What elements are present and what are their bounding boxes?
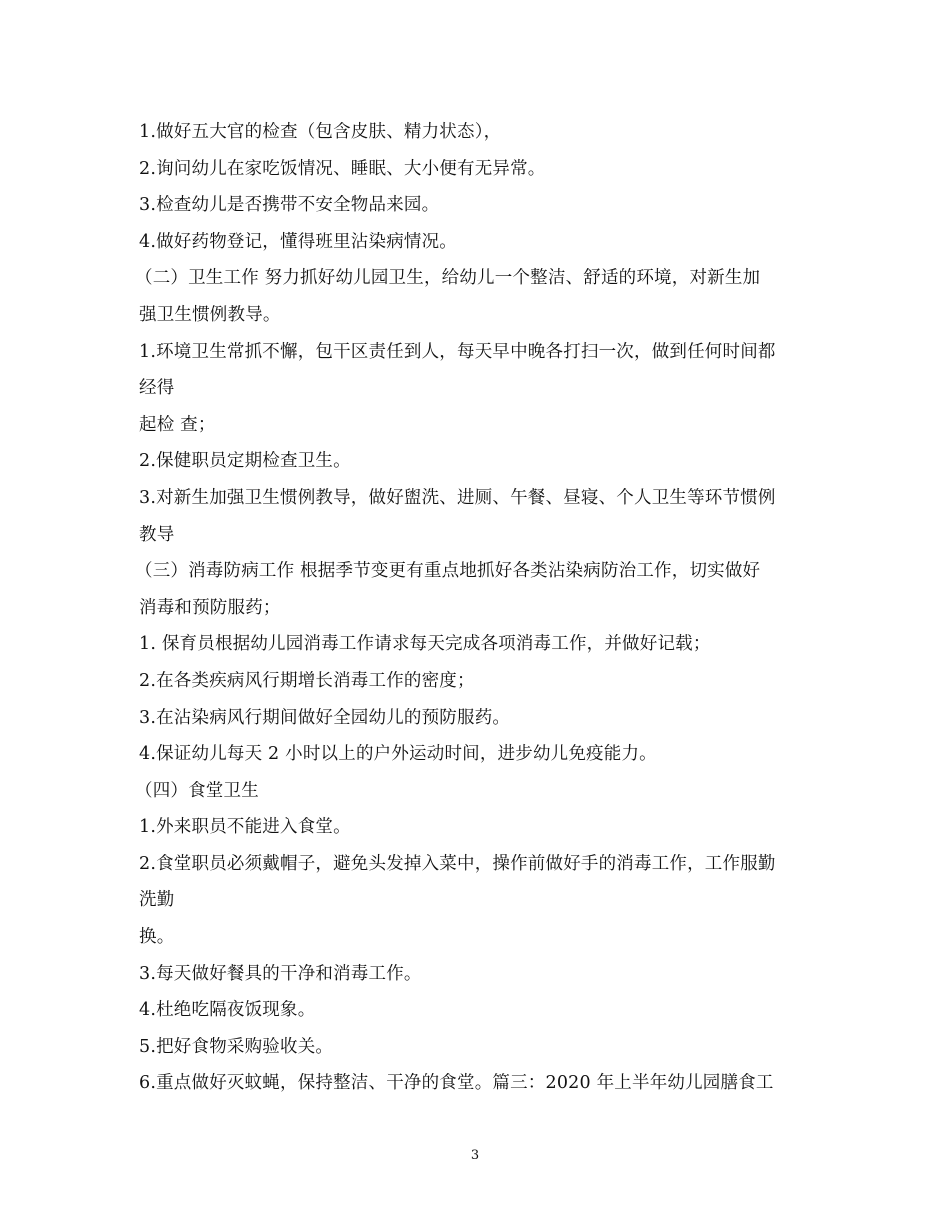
- text-line: 1.外来职员不能进入食堂。: [139, 817, 351, 838]
- text-line: 洗勤: [139, 890, 175, 911]
- text-line: 3.每天做好餐具的干净和消毒工作。: [139, 963, 422, 984]
- text-line: 6.重点做好灭蚊蝇，保持整洁、干净的食堂。篇三：2020 年上半年幼儿园膳食工: [139, 1073, 774, 1094]
- text-line: 2.保健职员定期检查卫生。: [139, 451, 351, 472]
- text-line: 1.环境卫生常抓不懈，包干区责任到人，每天早中晚各打扫一次，做到任何时间都: [139, 341, 776, 362]
- text-line: 1.做好五大官的检查（包含皮肤、精力状态），: [139, 122, 502, 142]
- text-line: 4.保证幼儿每天 2 小时以上的户外运动时间，进步幼儿免疫能力。: [139, 744, 657, 765]
- text-line: 强卫生惯例教导。: [139, 304, 281, 325]
- text-line: 3.对新生加强卫生惯例教导，做好盥洗、进厕、午餐、昼寝、个人卫生等环节惯例: [139, 487, 776, 508]
- text-line: 换。: [139, 927, 175, 948]
- page-number: 3: [470, 1148, 480, 1163]
- text-line: 2.在各类疾病风行期增长消毒工作的密度；: [139, 670, 475, 691]
- section-heading-line: （二）卫生工作 努力抓好幼儿园卫生，给幼儿一个整洁、舒适的环境，对新生加: [135, 268, 761, 289]
- text-line: 5.把好食物采购验收关。: [139, 1036, 334, 1057]
- text-line: 3.在沾染病风行期间做好全园幼儿的预防服药。: [139, 707, 511, 728]
- text-line: 4.做好药物登记，懂得班里沾染病情况。: [139, 231, 457, 252]
- document-body: [135, 114, 819, 1102]
- text-line: 1. 保育员根据幼儿园消毒工作请求每天完成各项消毒工作，并做好记载；: [139, 634, 711, 655]
- text-line: 2.询问幼儿在家吃饭情况、睡眠、大小便有无异常。: [139, 158, 546, 179]
- section-heading-line: （四）食堂卫生: [135, 780, 259, 801]
- text-line: 2.食堂职员必须戴帽子，避免头发掉入菜中，操作前做好手的消毒工作，工作服勤: [139, 853, 776, 874]
- text-line: 消毒和预防服药；: [139, 597, 281, 618]
- section-heading-line: （三）消毒防病工作 根据季节变更有重点地抓好各类沾染病防治工作，切实做好: [135, 561, 761, 582]
- text-line: 教导: [139, 524, 175, 545]
- text-line: 起检 查；: [139, 414, 216, 435]
- text-line: 4.杜绝吃隔夜饭现象。: [139, 1000, 316, 1021]
- text-line: 经得: [139, 378, 175, 399]
- text-line: 3.检查幼儿是否携带不安全物品来园。: [139, 195, 440, 216]
